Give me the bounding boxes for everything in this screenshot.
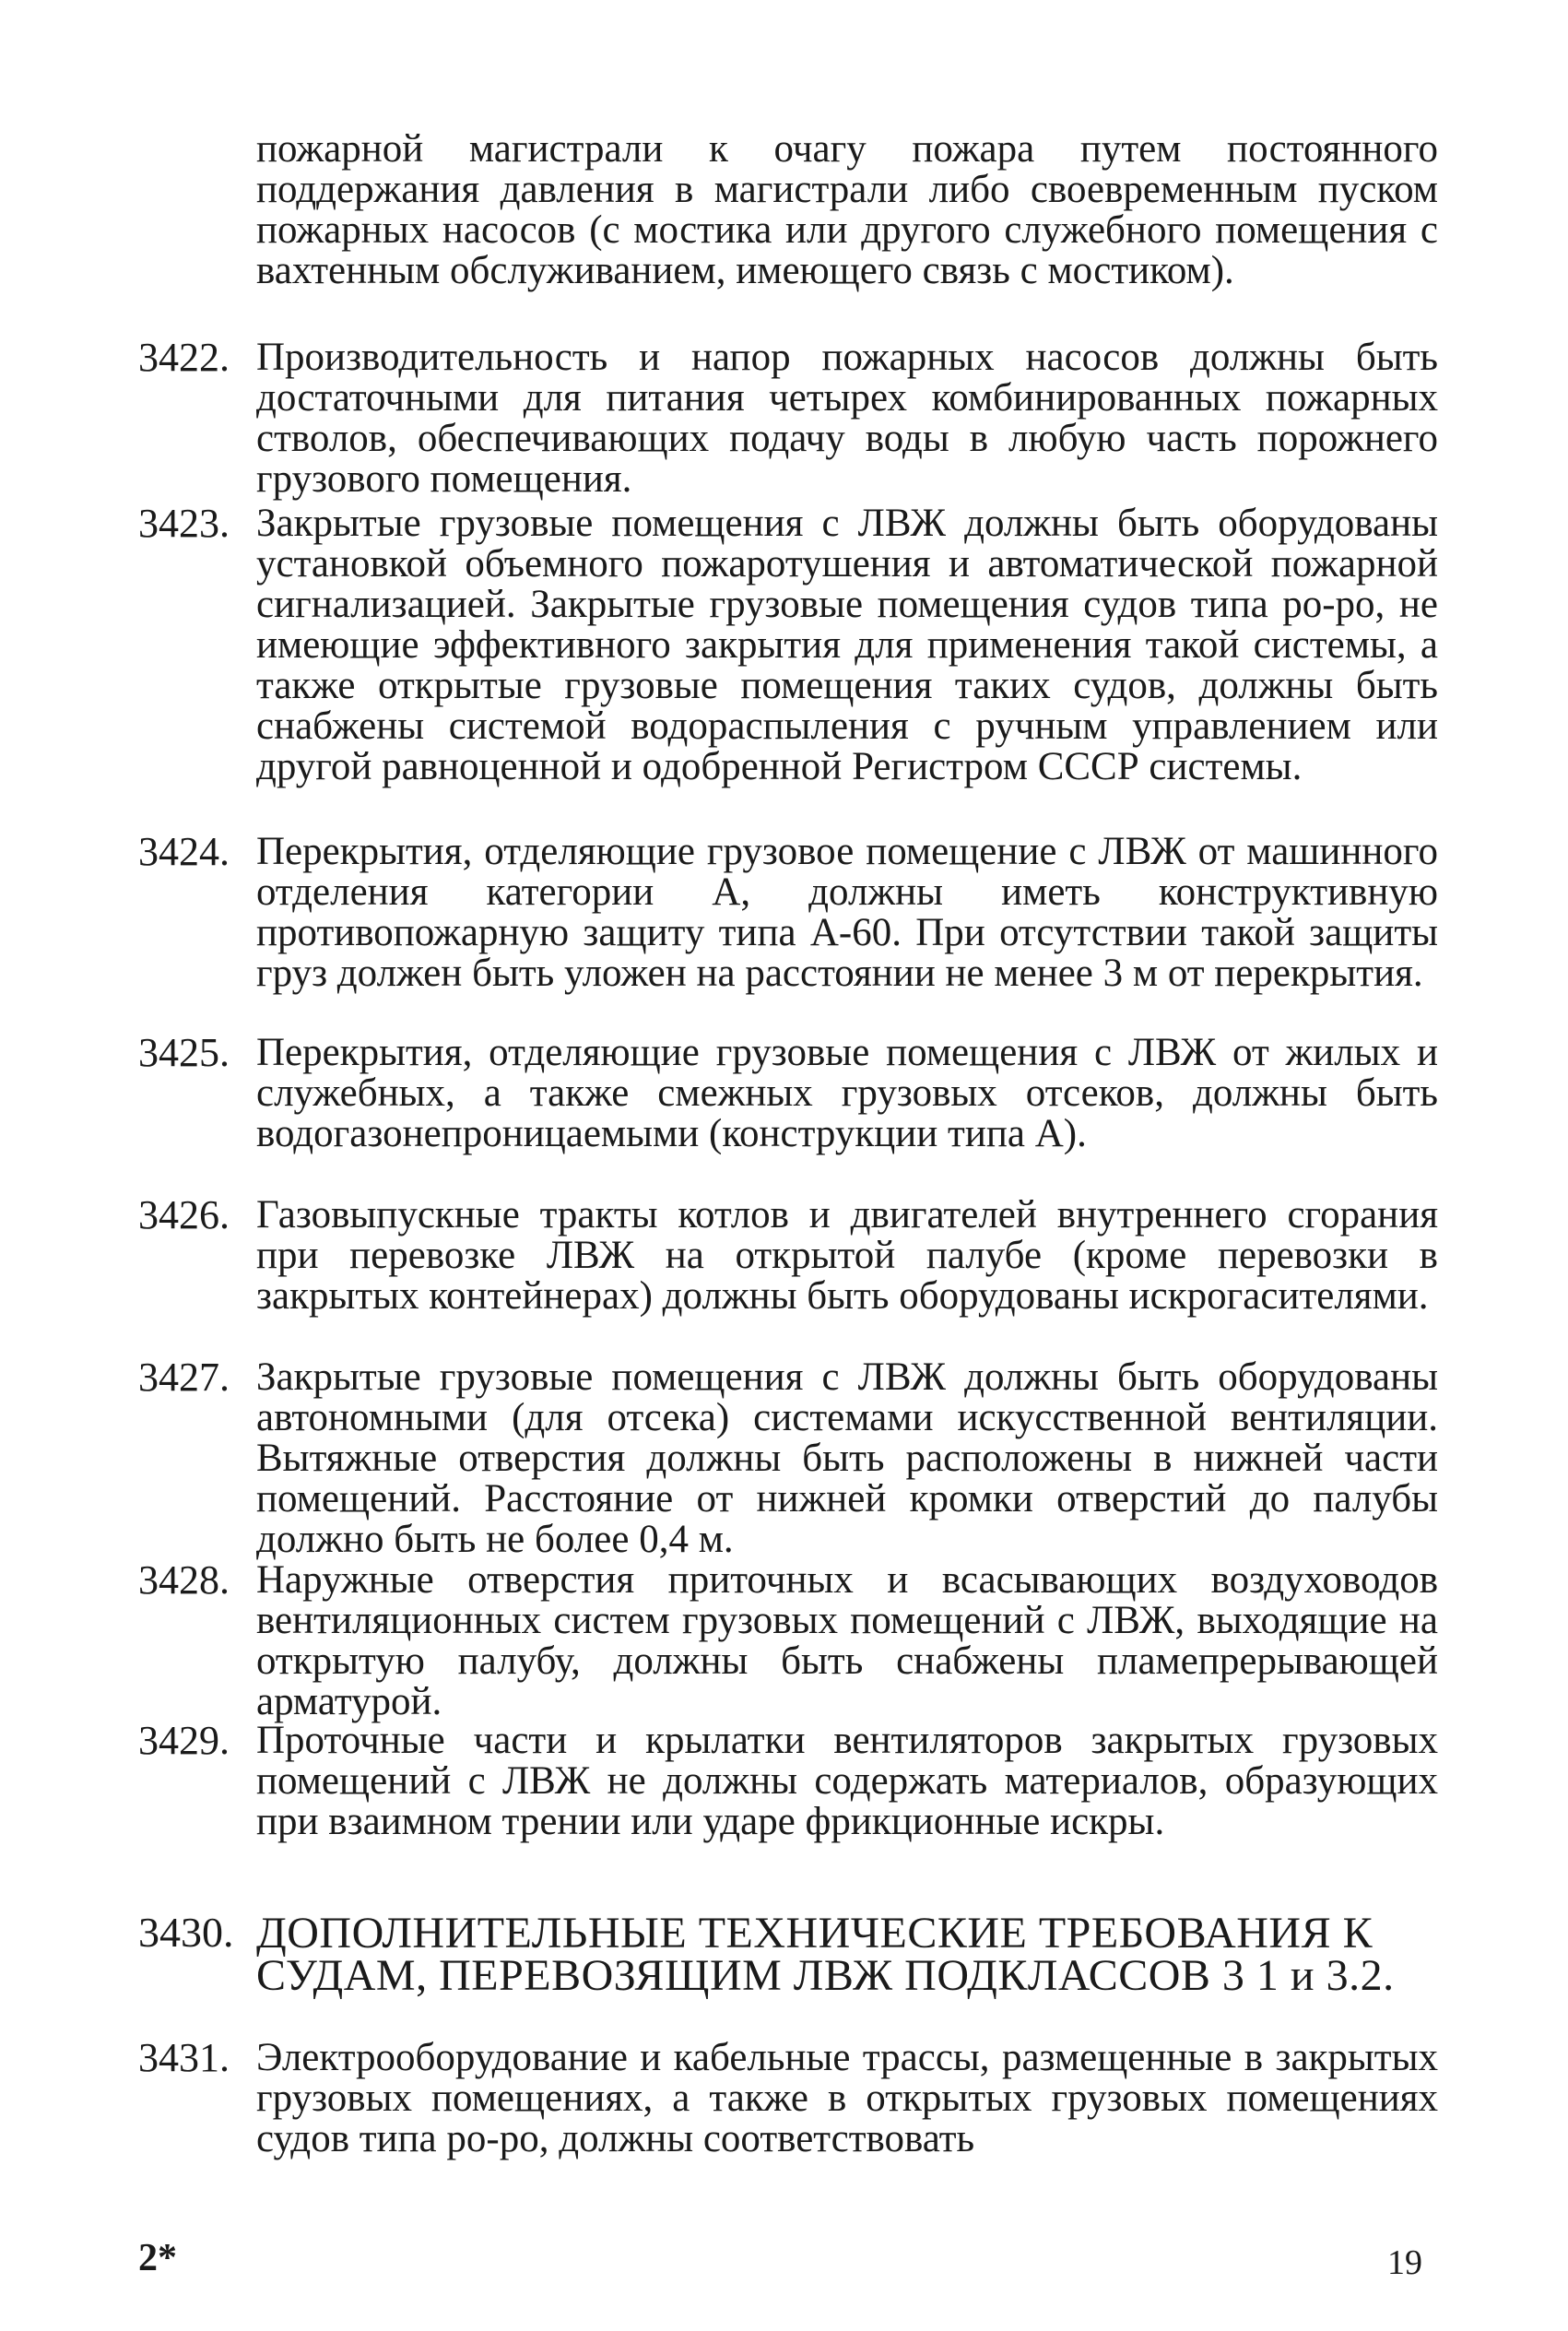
paragraph-text: Перекрытия, отделяющие грузовое помещение с ЛВЖ от машинного отделения категории А, должны иметь конструктивную противопожарную защиту типа А-60. При отсутствии такой защиты груз должен быть уложен на расстоянии не менее 3 м от перекрытия. — [256, 830, 1438, 995]
paragraph-number: 3429. — [138, 1718, 230, 1763]
paragraph-number: 3427. — [138, 1355, 230, 1400]
paragraph-text: Газовыпускные тракты котлов и двигателей внутреннего сгорания при перевозке ЛВЖ на открытой палубе (кроме перевозки в закрытых контейнерах) должны быть оборудованы искрогасителями. — [256, 1193, 1438, 1318]
paragraph-number: 3431. — [138, 2035, 230, 2080]
paragraph-text: пожарной магистрали к очагу пожара путем постоянного поддержания давления в магистрали либо своевременным пуском пожарных насосов (с мостика или другого служебного помещения с вахтенным обслуживанием, имеющего связь с мостиком). — [256, 127, 1438, 292]
paragraph-number: 3428. — [138, 1557, 230, 1603]
paragraph-text: Проточные части и крылатки вентиляторов закрытых грузовых помещений с ЛВЖ не должны содержать материалов, образующих при взаимном трении или ударе фрикционные искры. — [256, 1719, 1438, 1843]
paragraph-number: 3422. — [138, 335, 230, 380]
signature-mark: 2* — [138, 2237, 177, 2279]
paragraph-text: Наружные отверстия приточных и всасывающих воздуховодов вентиляционных систем грузовых помещений с ЛВЖ, выходящие на открытую палубу, должны быть снабжены пламепрерывающей арматурой. — [256, 1558, 1438, 1723]
page-number: 19 — [1387, 2243, 1422, 2282]
section-heading: ДОПОЛНИТЕЛЬНЫЕ ТЕХНИЧЕСКИЕ ТРЕБОВАНИЯ К СУДАМ, ПЕРЕВОЗЯЩИМ ЛВЖ ПОДКЛАССОВ 3 1 и 3.2. — [256, 1909, 1395, 2000]
paragraph-number: 3424. — [138, 829, 230, 874]
section-number: 3430. — [138, 1909, 234, 1956]
paragraph-text: Закрытые грузовые помещения с ЛВЖ должны быть оборудованы установкой объемного пожаротушения и автоматической пожарной сигнализацией. Закрытые грузовые помещения судов типа ро-ро, не имеющие эффективного закрытия для применения такой системы, а также открытые грузовые помещения таких судов, должны быть снабжены системой водораспыления с ручным управлением или другой равноценной и одобренной Регистром СССР системы. — [256, 502, 1438, 788]
paragraph-number: 3425. — [138, 1030, 230, 1075]
paragraph-number: 3426. — [138, 1192, 230, 1237]
paragraph-text: Производительность и напор пожарных насосов должны быть достаточными для питания четырех комбинированных пожарных стволов, обеспечивающих подачу воды в любую часть порожнего грузового помещения. — [256, 336, 1438, 501]
paragraph-text: Закрытые грузовые помещения с ЛВЖ должны быть оборудованы автономными (для отсека) системами искусственной вентиляции. Вытяжные отверстия должны быть расположены в нижней части помещений. Расстояние от нижней кромки отверстий до палубы должно быть не более 0,4 м. — [256, 1355, 1438, 1561]
paragraph-text: Электрооборудование и кабельные трассы, размещенные в закрытых грузовых помещениях, а также в открытых грузовых помещениях судов типа ро-ро, должны соответствовать — [256, 2036, 1438, 2160]
paragraph-text: Перекрытия, отделяющие грузовые помещения с ЛВЖ от жилых и служебных, а также смежных грузовых отсеков, должны быть водогазонепроницаемыми (конструкции типа А). — [256, 1031, 1438, 1155]
paragraph-number: 3423. — [138, 501, 230, 546]
